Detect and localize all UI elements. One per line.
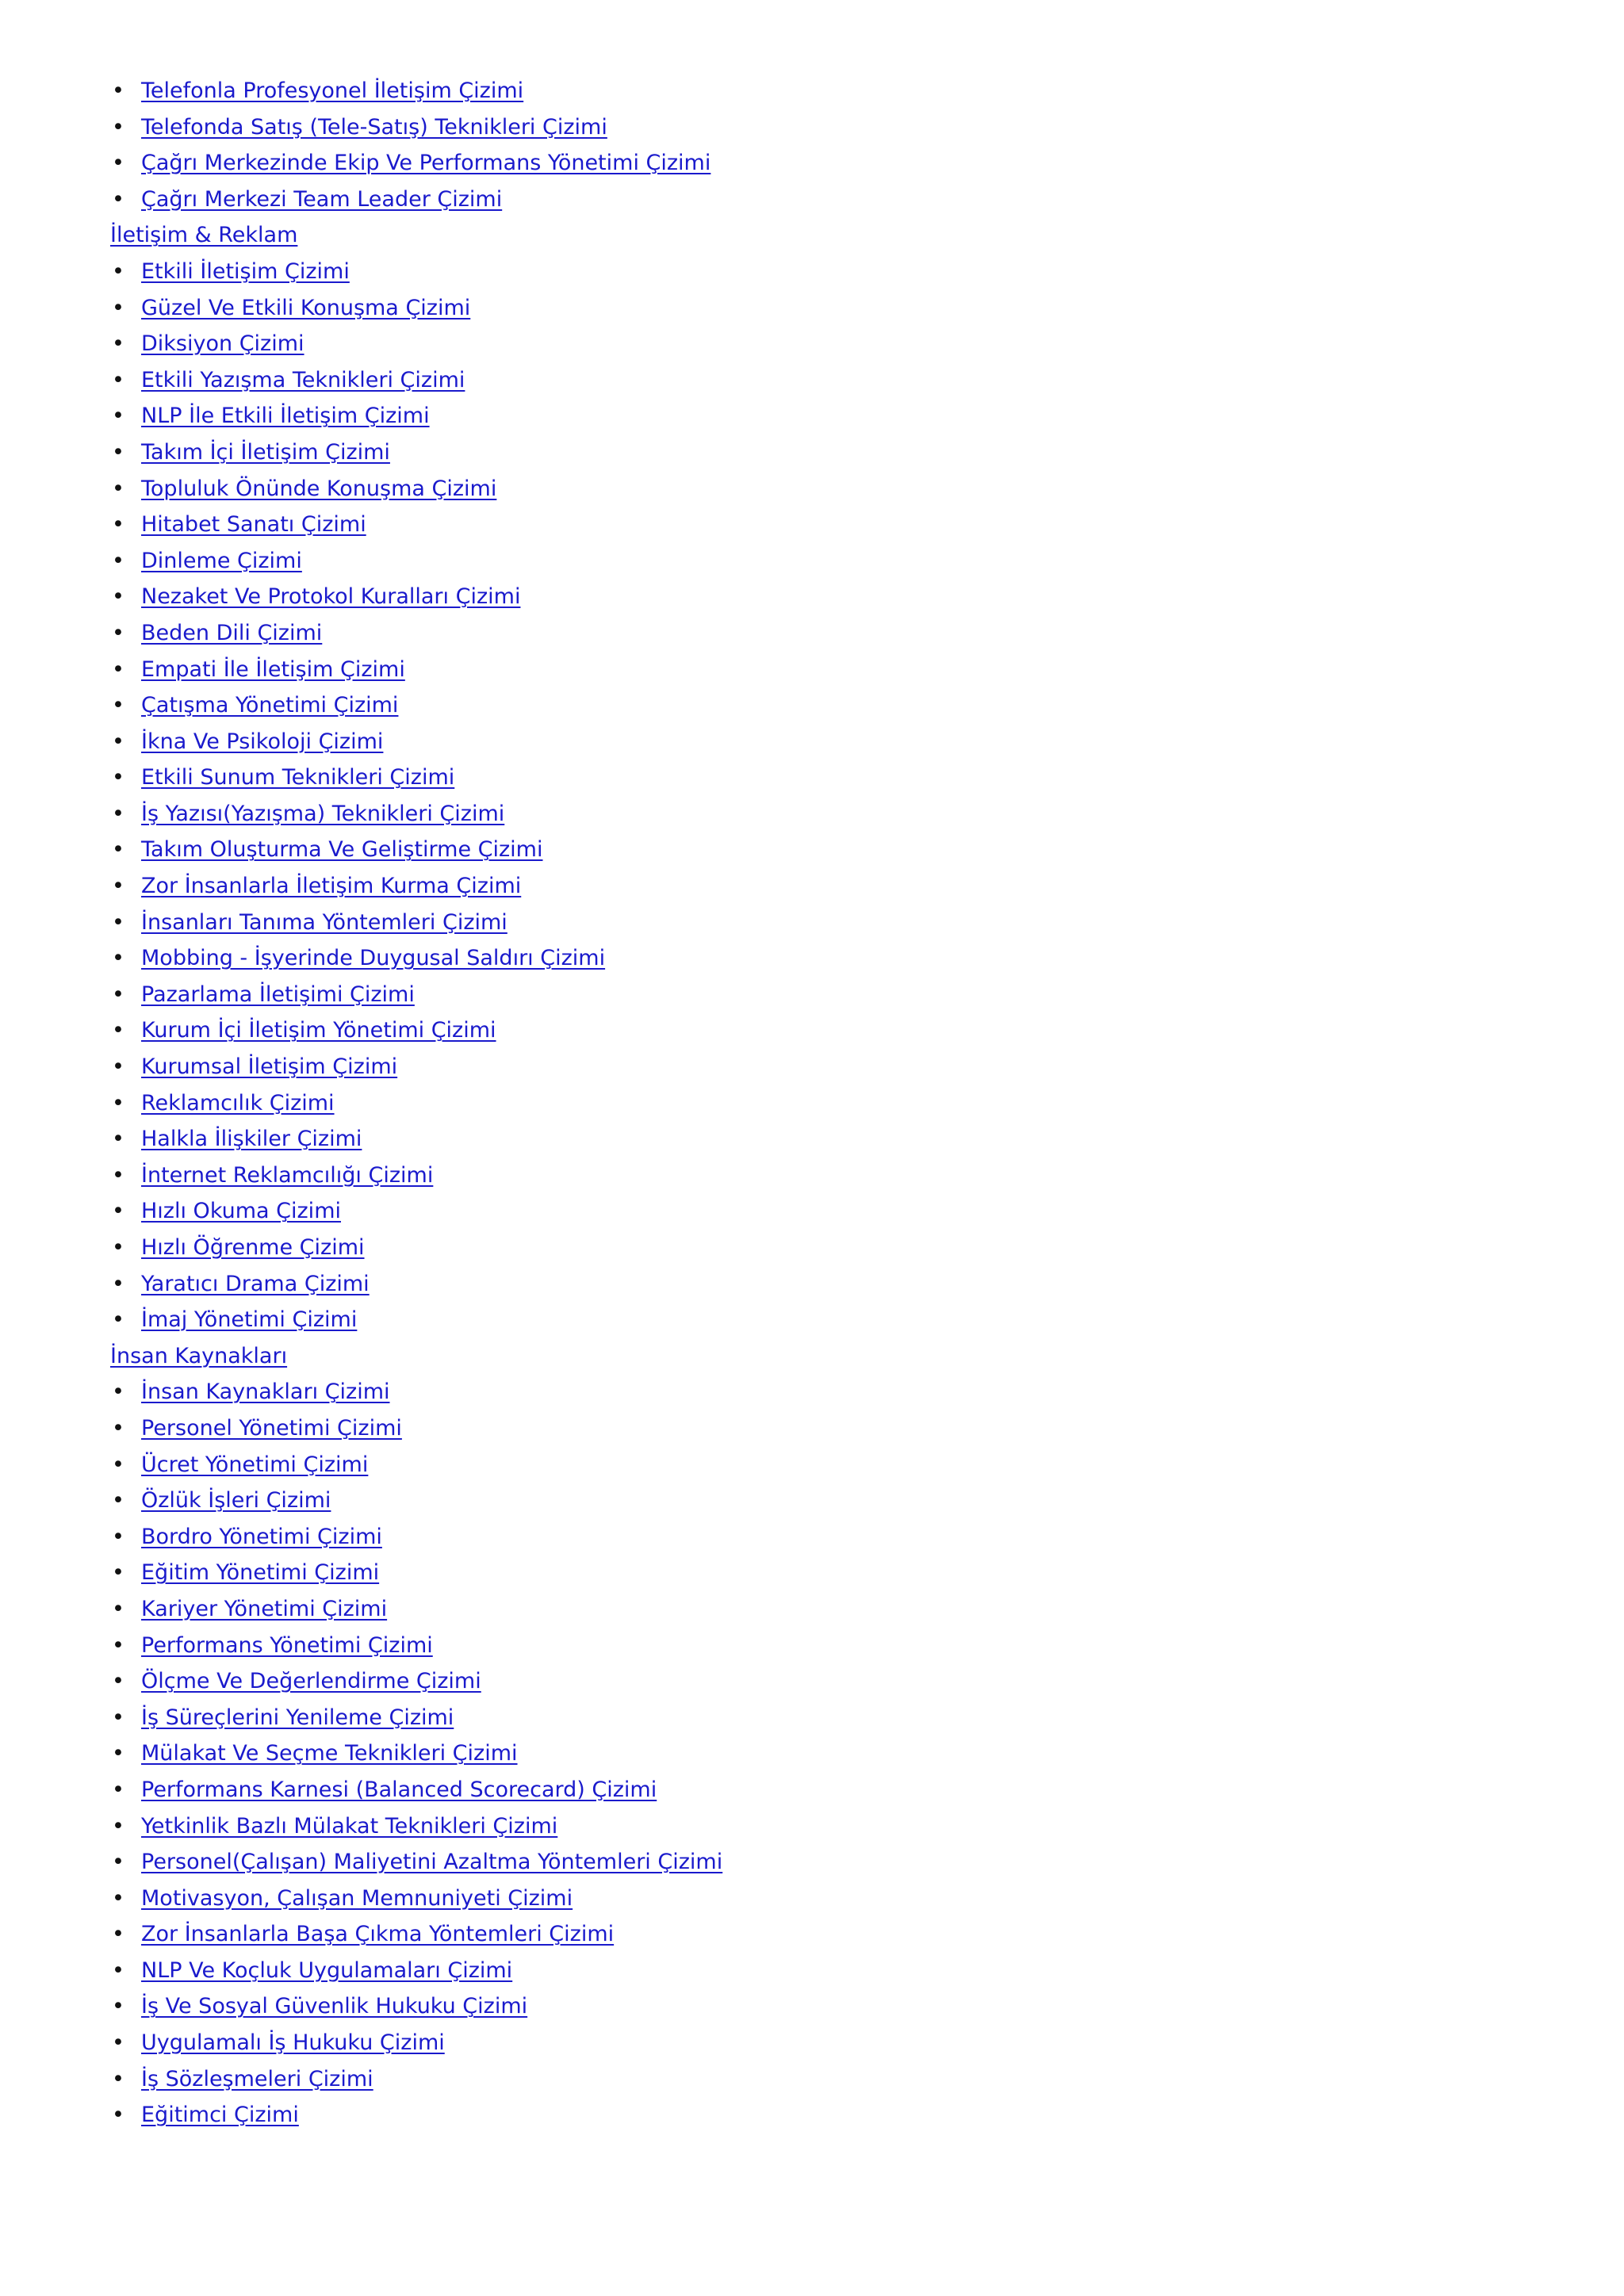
bullet-icon: • xyxy=(112,151,124,176)
bullet-icon: • xyxy=(112,693,124,718)
course-link[interactable]: Beden Dili Çizimi xyxy=(141,620,323,645)
list-item xyxy=(110,1519,1538,1556)
course-link[interactable]: Eğitim Yönetimi Çizimi xyxy=(141,1560,380,1586)
bullet-icon: • xyxy=(112,1813,124,1839)
list-item xyxy=(110,796,1538,832)
list-item xyxy=(110,1193,1538,1230)
list-item xyxy=(110,1663,1538,1700)
list-item xyxy=(110,1266,1538,1303)
bullet-icon: • xyxy=(112,439,124,465)
course-link[interactable]: Halkla İlişkiler Çizimi xyxy=(141,1127,362,1152)
bullet-icon: • xyxy=(112,2066,124,2091)
bullet-icon: • xyxy=(112,114,124,140)
bullet-icon: • xyxy=(112,1415,124,1441)
bullet-icon: • xyxy=(112,801,124,826)
list-item xyxy=(110,977,1538,1013)
course-link[interactable]: Hitabet Sanatı Çizimi xyxy=(141,512,366,538)
list-item xyxy=(110,2061,1538,2098)
course-link[interactable]: Uygulamalı İş Hukuku Çizimi xyxy=(141,2030,445,2056)
bullet-icon: • xyxy=(112,548,124,573)
list-item xyxy=(110,1700,1538,1736)
course-link[interactable]: Zor İnsanlarla İletişim Kurma Çizimi xyxy=(141,874,522,899)
course-link[interactable]: Nezaket Ve Protokol Kuralları Çizimi xyxy=(141,584,521,610)
list-item xyxy=(110,182,1538,218)
course-link[interactable]: Çağrı Merkezi Team Leader Çizimi xyxy=(141,186,503,212)
list-item xyxy=(110,290,1538,327)
course-link[interactable]: İnternet Reklamcılığı Çizimi xyxy=(141,1162,434,1188)
list-item xyxy=(110,1916,1538,1953)
bullet-icon: • xyxy=(112,982,124,1007)
bullet-icon: • xyxy=(112,729,124,754)
bullet-icon: • xyxy=(112,2030,124,2056)
bullet-icon: • xyxy=(112,1054,124,1080)
bullet-icon: • xyxy=(112,620,124,645)
course-link[interactable]: Özlük İşleri Çizimi xyxy=(141,1488,331,1513)
course-link[interactable]: NLP Ve Koçluk Uygulamaları Çizimi xyxy=(141,1957,513,1983)
bullet-icon: • xyxy=(112,1162,124,1188)
course-link[interactable]: İkna Ve Psikoloji Çizimi xyxy=(141,729,384,754)
course-link[interactable]: Etkili Sunum Teknikleri Çizimi xyxy=(141,765,455,790)
course-link[interactable]: Empati İle İletişim Çizimi xyxy=(141,656,405,682)
list-item xyxy=(110,1230,1538,1266)
course-link[interactable]: Bordro Yönetimi Çizimi xyxy=(141,1524,382,1549)
list-item xyxy=(110,2097,1538,2133)
bullet-icon: • xyxy=(112,1090,124,1115)
course-link[interactable]: Performans Karnesi (Balanced Scorecard) Çizimi xyxy=(141,1777,657,1802)
course-link[interactable]: Personel Yönetimi Çizimi xyxy=(141,1415,402,1441)
list-item xyxy=(110,615,1538,652)
list-item xyxy=(110,652,1538,688)
course-link[interactable]: Hızlı Okuma Çizimi xyxy=(141,1199,341,1224)
section-heading-link[interactable]: İnsan Kaynakları xyxy=(110,1343,288,1368)
bullet-icon: • xyxy=(112,1669,124,1694)
course-link[interactable]: İmaj Yönetimi Çizimi xyxy=(141,1307,358,1333)
section-heading-iletisim-reklam xyxy=(110,217,1538,254)
section-heading-link[interactable]: İletişim & Reklam xyxy=(110,223,298,248)
list-item xyxy=(110,471,1538,507)
list-item xyxy=(110,1628,1538,1664)
bullet-icon: • xyxy=(112,584,124,610)
list-item xyxy=(110,687,1538,724)
course-link[interactable]: Dinleme Çizimi xyxy=(141,548,302,573)
list-item xyxy=(110,1049,1538,1085)
list-item xyxy=(110,832,1538,868)
bullet-icon: • xyxy=(112,1271,124,1296)
bullet-icon: • xyxy=(112,1957,124,1983)
course-link[interactable]: Mülakat Ve Seçme Teknikleri Çizimi xyxy=(141,1741,518,1766)
bullet-icon: • xyxy=(112,1885,124,1911)
course-link[interactable]: Reklamcılık Çizimi xyxy=(141,1090,335,1115)
list-item xyxy=(110,254,1538,290)
list-item xyxy=(110,145,1538,182)
list-item xyxy=(110,1881,1538,1917)
list-item xyxy=(110,1012,1538,1049)
bullet-icon: • xyxy=(112,1560,124,1586)
list-item xyxy=(110,1447,1538,1483)
bullet-icon: • xyxy=(112,331,124,357)
course-link[interactable]: Takım İçi İletişim Çizimi xyxy=(141,439,390,465)
list-item xyxy=(110,1844,1538,1881)
course-link[interactable]: İş Yazısı(Yazışma) Teknikleri Çizimi xyxy=(141,801,505,826)
bullet-icon: • xyxy=(112,258,124,284)
bullet-icon: • xyxy=(112,656,124,682)
list-item xyxy=(110,1735,1538,1772)
bullet-icon: • xyxy=(112,1850,124,1875)
course-link[interactable]: Kurum İçi İletişim Yönetimi Çizimi xyxy=(141,1018,496,1043)
bullet-icon: • xyxy=(112,1994,124,2019)
course-link[interactable]: İş Sözleşmeleri Çizimi xyxy=(141,2066,373,2091)
bullet-icon: • xyxy=(112,78,124,103)
bullet-icon: • xyxy=(112,1632,124,1658)
bullet-icon: • xyxy=(112,512,124,538)
course-link[interactable]: Kariyer Yönetimi Çizimi xyxy=(141,1596,388,1621)
list-item xyxy=(110,1410,1538,1447)
list-item xyxy=(110,905,1538,941)
course-link[interactable]: Ölçme Ve Değerlendirme Çizimi xyxy=(141,1669,481,1694)
course-link[interactable]: Hızlı Öğrenme Çizimi xyxy=(141,1235,365,1260)
course-link[interactable]: Takım Oluşturma Ve Geliştirme Çizimi xyxy=(141,837,543,863)
bullet-icon: • xyxy=(112,476,124,501)
bullet-icon: • xyxy=(112,1705,124,1730)
course-link[interactable]: Etkili İletişim Çizimi xyxy=(141,258,350,284)
course-link[interactable]: Diksiyon Çizimi xyxy=(141,331,304,357)
list-item xyxy=(110,1555,1538,1591)
bullet-icon: • xyxy=(112,1524,124,1549)
bullet-icon: • xyxy=(112,1488,124,1513)
bullet-icon: • xyxy=(112,1127,124,1152)
course-link[interactable]: Ücret Yönetimi Çizimi xyxy=(141,1452,369,1477)
list-item xyxy=(110,1808,1538,1845)
bullet-icon: • xyxy=(112,1307,124,1333)
list-item xyxy=(110,1302,1538,1338)
section-heading-insan-kaynaklari xyxy=(110,1338,1538,1375)
course-link[interactable]: İnsan Kaynakları Çizimi xyxy=(141,1380,390,1405)
course-link[interactable]: Eğitimci Çizimi xyxy=(141,2103,299,2128)
bullet-icon: • xyxy=(112,1741,124,1766)
bullet-icon: • xyxy=(112,1922,124,1947)
course-link-list xyxy=(110,73,1538,2133)
course-link[interactable]: Kurumsal İletişim Çizimi xyxy=(141,1054,398,1080)
list-item xyxy=(110,760,1538,796)
bullet-icon: • xyxy=(112,295,124,320)
course-link[interactable]: Çağrı Merkezinde Ekip Ve Performans Yönetimi Çizimi xyxy=(141,151,711,176)
bullet-icon: • xyxy=(112,909,124,935)
course-link[interactable]: İş Süreçlerini Yenileme Çizimi xyxy=(141,1705,454,1730)
list-item xyxy=(110,1121,1538,1158)
bullet-icon: • xyxy=(112,2103,124,2128)
bullet-icon: • xyxy=(112,1452,124,1477)
bullet-icon: • xyxy=(112,367,124,392)
list-item xyxy=(110,868,1538,905)
course-link[interactable]: NLP İle Etkili İletişim Çizimi xyxy=(141,404,430,429)
list-item xyxy=(110,109,1538,146)
course-link[interactable]: İş Ve Sosyal Güvenlik Hukuku Çizimi xyxy=(141,1994,528,2019)
course-link[interactable]: Motivasyon, Çalışan Memnuniyeti Çizimi xyxy=(141,1885,573,1911)
bullet-icon: • xyxy=(112,946,124,971)
list-item xyxy=(110,1158,1538,1194)
bullet-icon: • xyxy=(112,1777,124,1802)
bullet-icon: • xyxy=(112,837,124,863)
list-item xyxy=(110,507,1538,543)
course-link[interactable]: Telefonda Satış (Tele-Satış) Teknikleri Çizimi xyxy=(141,114,607,140)
list-item xyxy=(110,326,1538,362)
list-item xyxy=(110,543,1538,580)
bullet-icon: • xyxy=(112,186,124,212)
list-item xyxy=(110,1953,1538,1989)
list-item xyxy=(110,1085,1538,1122)
course-link[interactable]: Telefonla Profesyonel İletişim Çizimi xyxy=(141,78,524,103)
bullet-icon: • xyxy=(112,1235,124,1260)
bullet-icon: • xyxy=(112,765,124,790)
course-link[interactable]: Personel(Çalışan) Maliyetini Azaltma Yöntemleri Çizimi xyxy=(141,1850,723,1875)
bullet-icon: • xyxy=(112,1380,124,1405)
list-item xyxy=(110,398,1538,434)
course-link[interactable]: İnsanları Tanıma Yöntemleri Çizimi xyxy=(141,909,508,935)
course-link[interactable]: Topluluk Önünde Konuşma Çizimi xyxy=(141,476,497,501)
list-item xyxy=(110,73,1538,109)
course-link[interactable]: Zor İnsanlarla Başa Çıkma Yöntemleri Çizimi xyxy=(141,1922,615,1947)
list-item xyxy=(110,940,1538,977)
list-item xyxy=(110,724,1538,760)
bullet-icon: • xyxy=(112,1596,124,1621)
list-item xyxy=(110,2025,1538,2061)
list-item xyxy=(110,362,1538,399)
course-link[interactable]: Mobbing - İşyerinde Duygusal Saldırı Çizimi xyxy=(141,946,606,971)
course-link[interactable]: Performans Yönetimi Çizimi xyxy=(141,1632,433,1658)
course-link[interactable]: Çatışma Yönetimi Çizimi xyxy=(141,693,399,718)
list-item xyxy=(110,1772,1538,1808)
bullet-icon: • xyxy=(112,1018,124,1043)
list-item xyxy=(110,1988,1538,2025)
course-link[interactable]: Yaratıcı Drama Çizimi xyxy=(141,1271,370,1296)
list-item xyxy=(110,1591,1538,1628)
bullet-icon: • xyxy=(112,874,124,899)
course-link[interactable]: Yetkinlik Bazlı Mülakat Teknikleri Çizimi xyxy=(141,1813,558,1839)
list-item xyxy=(110,434,1538,471)
list-item xyxy=(110,1374,1538,1410)
course-link[interactable]: Güzel Ve Etkili Konuşma Çizimi xyxy=(141,295,471,320)
bullet-icon: • xyxy=(112,404,124,429)
bullet-icon: • xyxy=(112,1199,124,1224)
course-link[interactable]: Etkili Yazışma Teknikleri Çizimi xyxy=(141,367,465,392)
course-link[interactable]: Pazarlama İletişimi Çizimi xyxy=(141,982,415,1007)
list-item xyxy=(110,1483,1538,1519)
list-item xyxy=(110,579,1538,615)
